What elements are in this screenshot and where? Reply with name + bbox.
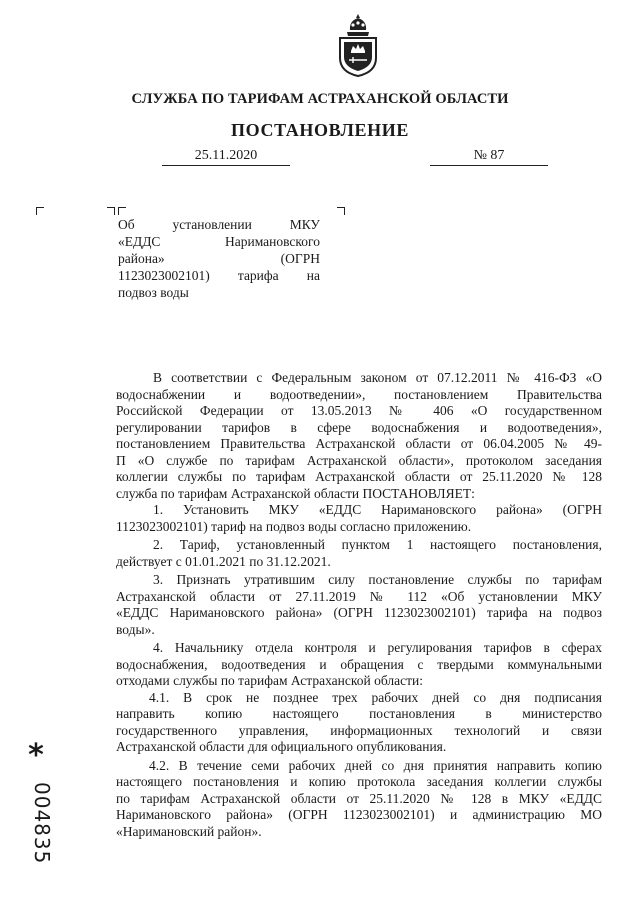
- corner-mark-inner-left: [118, 207, 126, 215]
- body-line: В соответствии с Федеральным законом от 07.12.2011 № 416-ФЗ «О: [153, 370, 602, 385]
- body-line: 4.1. В срок не позднее трех рабочих дней со дня подписания: [149, 689, 602, 705]
- body-line: служба по тарифам Астраханской области ПОСТАНОВЛЯЕТ:: [116, 485, 475, 501]
- body-line: Российской Федерации от 13.05.2013 № 406 «О государственном: [116, 403, 602, 418]
- body-line: отходами службы по тарифам Астраханской области:: [116, 673, 423, 688]
- body-line: «ЕДДС Наримановского района» (ОГРН 1123023002101) тарифа на подвоз: [116, 605, 602, 620]
- body-line: действует с 01.01.2021 по 31.12.2021.: [116, 553, 331, 569]
- serial-stamp: [20, 738, 54, 882]
- body-line: постановлением Правительства Астраханской области от 06.04.2005 № 49-: [116, 436, 602, 451]
- body-line: направить копию настоящего постановления в министерство: [116, 706, 602, 721]
- body-line: водоснабжении и водоотведении», постановлением Правительства: [116, 386, 602, 402]
- body-line: Астраханской области от 27.11.2019 № 112 «Об установлении МКУ: [116, 588, 602, 604]
- document-date: 25.11.2020: [162, 148, 290, 166]
- body-line: П «О службе по тарифам Астраханской области», протоколом заседания: [116, 452, 602, 468]
- body-line: регулировании тарифов в сфере водоснабжения и водоотведения»,: [116, 419, 602, 435]
- body-line: воды».: [116, 621, 155, 637]
- document-number: № 87: [430, 148, 548, 166]
- corner-mark-right: [337, 207, 345, 215]
- subject-line: подвоз воды: [118, 285, 189, 300]
- body-line: настоящего постановления и копию протокола заседания коллегии службы: [116, 774, 602, 789]
- subject-line: района» (ОГРН: [118, 251, 320, 266]
- body-line: 2. Тариф, установленный пунктом 1 настоящего постановления,: [153, 537, 602, 552]
- body-line: 1. Установить МКУ «ЕДДС Наримановского района» (ОГРН: [153, 502, 602, 517]
- body-line: по тарифам Астраханской области от 25.11.2020 № 128 в МКУ «ЕДДС: [116, 790, 602, 806]
- document-subject: [118, 216, 320, 301]
- organization-title: СЛУЖБА ПО ТАРИФАМ АСТРАХАНСКОЙ ОБЛАСТИ: [131, 91, 509, 107]
- corner-mark-left: [36, 207, 44, 215]
- body-line: 4.2. В течение семи рабочих дней со дня принятия направить копию: [149, 757, 602, 773]
- body-line: 3. Признать утратившим силу постановление службы по тарифам: [153, 572, 602, 587]
- body-line: 1123023002101) тариф на подвоз воды согласно приложению.: [116, 518, 472, 534]
- document-body: [116, 370, 602, 840]
- body-line: 4. Начальнику отдела контроля и регулирования тарифов в сферах: [153, 640, 602, 655]
- document-type-title: ПОСТАНОВЛЕНИЕ: [231, 120, 409, 140]
- astrakhan-coat-of-arms-icon: [331, 12, 385, 78]
- subject-line: Об установлении МКУ: [118, 217, 320, 232]
- stamp-serial-number: 004835: [30, 782, 54, 865]
- body-line: «Наримановский район».: [116, 823, 262, 839]
- corner-mark-inner-right: [107, 207, 115, 215]
- subject-line: 1123023002101) тарифа на: [118, 268, 320, 283]
- body-line: Наримановского района» (ОГРН 1123023002101) и администрацию МО: [116, 807, 602, 822]
- subject-line: «ЕДДС Наримановского: [118, 234, 320, 249]
- body-line: Астраханской области для официального опубликования.: [116, 739, 447, 754]
- stamp-star-symbol: *: [28, 738, 44, 773]
- body-line: водоснабжения, водоотведения и обращения с твердыми коммунальными: [116, 656, 602, 672]
- body-line: государственного управления, информационных технологий и связи: [116, 722, 602, 738]
- body-line: коллегии службы по тарифам Астраханской области от 25.11.2020 № 128: [116, 469, 602, 484]
